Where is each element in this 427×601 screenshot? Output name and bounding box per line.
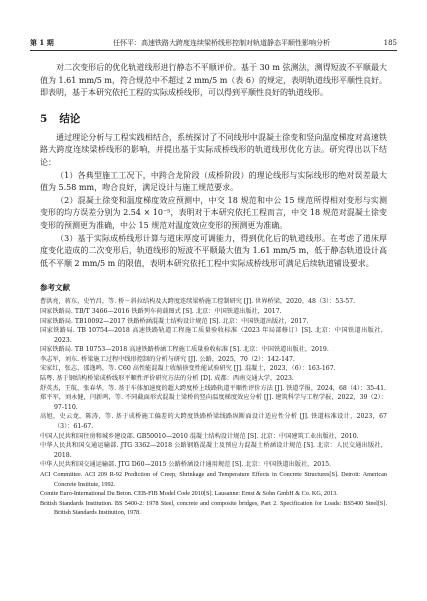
body-paragraph: 对二次变形后的优化轨道线形进行静态不平顺评价。基于 30 m 弦测法，测得短波不平顺最大值为 1.61 mm/5 m，符合规范中不超过 2 mm/5 m（表 6）的规定，表明轨道线形平顺性良好。即表明，基于本研究依托工程的实际成桥线形，可以得到平顺性良好的轨道线形。 bbox=[40, 63, 387, 98]
page-number: 185 bbox=[383, 39, 397, 47]
reference-item: Comite Euro-International Du Beton. CEB-FIB Model Code 2010[S]. Lausanne: Ernst & Sohn GmbH & Co. KG, 2013. bbox=[40, 490, 338, 498]
reference-item: 李志军，刘东. 桥梁施工过程中线形控制的分析与研究 [J]. 公路，2025，70（2）：142-147. bbox=[40, 355, 295, 363]
reference-item: 国家铁路局. TB 10753—2018 高速铁路桥涵工程施工质量验收标准 [S]. 北京：中国铁道出版社，2019. bbox=[40, 346, 329, 354]
reference-item: 曹洪亮，蒋东，史竹昌，等. 桥－斜拉结构及大跨度连续梁桥施工控制研究 [J]. 世界桥梁，2020，48（3）：53-57. bbox=[40, 298, 356, 306]
reference-item: 中华人民共和国交通运输部. JTG 3362—2018 公路钢筋混凝土及预应力混凝土桥涵设计规范 [S]. 北京：人民交通出版社，2018. bbox=[40, 442, 387, 459]
reference-item: 国家铁路局. TB/T 3466—2016 铁路列车荷载图式 [S]. 北京：中国铁道出版社，2017. bbox=[40, 307, 282, 315]
reference-item: 舒英杰，王航，张春华，等. 基于车体加速度的超大跨度桥上线路轨道平顺性评价方法 [J]. 铁道学报，2024，68（4）：35-41. bbox=[40, 384, 387, 392]
reference-item: 陆粤. 基于钢结构桥梁成桥线形平顺性评价研究方法的分析 [D]. 成都：西南交通大学，2023. bbox=[40, 375, 294, 383]
reference-item: 国家铁路局. TB 10754—2018 高速铁路轨道工程施工质量验收标准（2023 年局部修订）[S]. 北京：中国铁道出版社，2023. bbox=[40, 327, 387, 344]
body-paragraph: 通过理论分析与工程实践相结合，系统探讨了不同线形中混凝土徐变和竖向温度梯度对高速铁路大跨度连续梁桥线形的影响，并提出基于实际成桥线形的轨道线形优化方法。研究得出以下结论： bbox=[40, 132, 387, 167]
reference-item: 宋家红，张志，邵逸鸣，等. C60 高性能混凝土收缩徐变性能试验研究 [J]. 混凝土，2023，（6）：163-167. bbox=[40, 365, 336, 373]
conclusion-item: （1）各典型施工工况下，中跨合龙阶段（成桥阶段）的理论线形与实际线形的绝对误差最大值为 5.58 mm，吻合良好，满足设计与施工规范要求。 bbox=[40, 170, 387, 193]
reference-item: 高旭，史云龙，陈涛，等. 基于成桥施工偏差的大跨度铁路桥梁线路纵断面设计适应性分析 [J]. 铁道标准设计，2023，67（3）：61-67. bbox=[40, 413, 387, 431]
references-list bbox=[40, 297, 387, 518]
reference-item: 中国人民共和国住房和城乡建设部. GB50010—2010 混凝土结构设计规范 [S]. 北京：中国建筑工业出版社，2010. bbox=[40, 432, 359, 440]
conclusion-item: （2）混凝土徐变和温度梯度效应预测中，中交 18 规范和中公 15 规范所得相对变形与实测变形的均方误差分别为 2.54 × 10⁻⁵，表明对于本研究依托工程而言，中交 18 规范对混凝土徐变变形的预测更为准确，中公 15 规范对温度效应变形的预测更为准确。 bbox=[40, 195, 387, 230]
page-header bbox=[30, 38, 397, 51]
running-title: 任怀平：高速铁路大跨度连续梁桥线形控制对轨道静态平顺性影响分析 bbox=[113, 39, 330, 47]
section-number: 5 bbox=[40, 112, 48, 125]
reference-item: 中华人民共和国交通运输部. JTG D60—2015 公路桥涵设计通用规范 [S]. 北京：中国铁道出版社，2015. bbox=[40, 461, 332, 469]
article-body bbox=[40, 62, 387, 518]
reference-item: 国家铁路局. TB10092—2017 铁路桥涵混凝土结构设计规范 [S]. 北京：中国铁道出版社，2017. bbox=[40, 317, 309, 325]
issue-number: 第 1 期 bbox=[30, 38, 54, 47]
reference-item: ACI Committee. ACI 209 R-92 Prediction of Creep, Shrinkage and Temperature Effects in Concrete Structures[S]. Detroit: American Concrete Institute, 1992. bbox=[40, 471, 387, 488]
reference-item: British Standards Institution. BS 5400-2: 1978 Steel, concrete and composite bridges, Part 2. Specification for Loads: BS5400 Steel[S]. British Standards Institution, 1978. bbox=[40, 499, 387, 517]
reference-item: 郑平军，刘永健，闫新鸣，等. 不同截面形式混凝土梁桥的竖向温度梯度效应分析 [J]. 建筑科学与工程学报，2022，39（2）：97-110. bbox=[40, 394, 387, 411]
references-title: 参考文献 bbox=[40, 283, 70, 293]
section-title: 结论 bbox=[59, 112, 81, 125]
conclusion-item: （3）基于实际成桥线形计算与道床厚度可调能力，得到优化后的轨道线形。在考虑了道床厚度变化造成的二次变形后，轨道线形的短波不平顺最大值为 1.61 mm/5 m，低于静态轨道设计高低不平顺 2 mm/5 m 的限值，表明本研究依托工程中实际成桥线形可满足后续轨道铺设要求。 bbox=[40, 233, 387, 268]
section-heading bbox=[40, 112, 387, 126]
